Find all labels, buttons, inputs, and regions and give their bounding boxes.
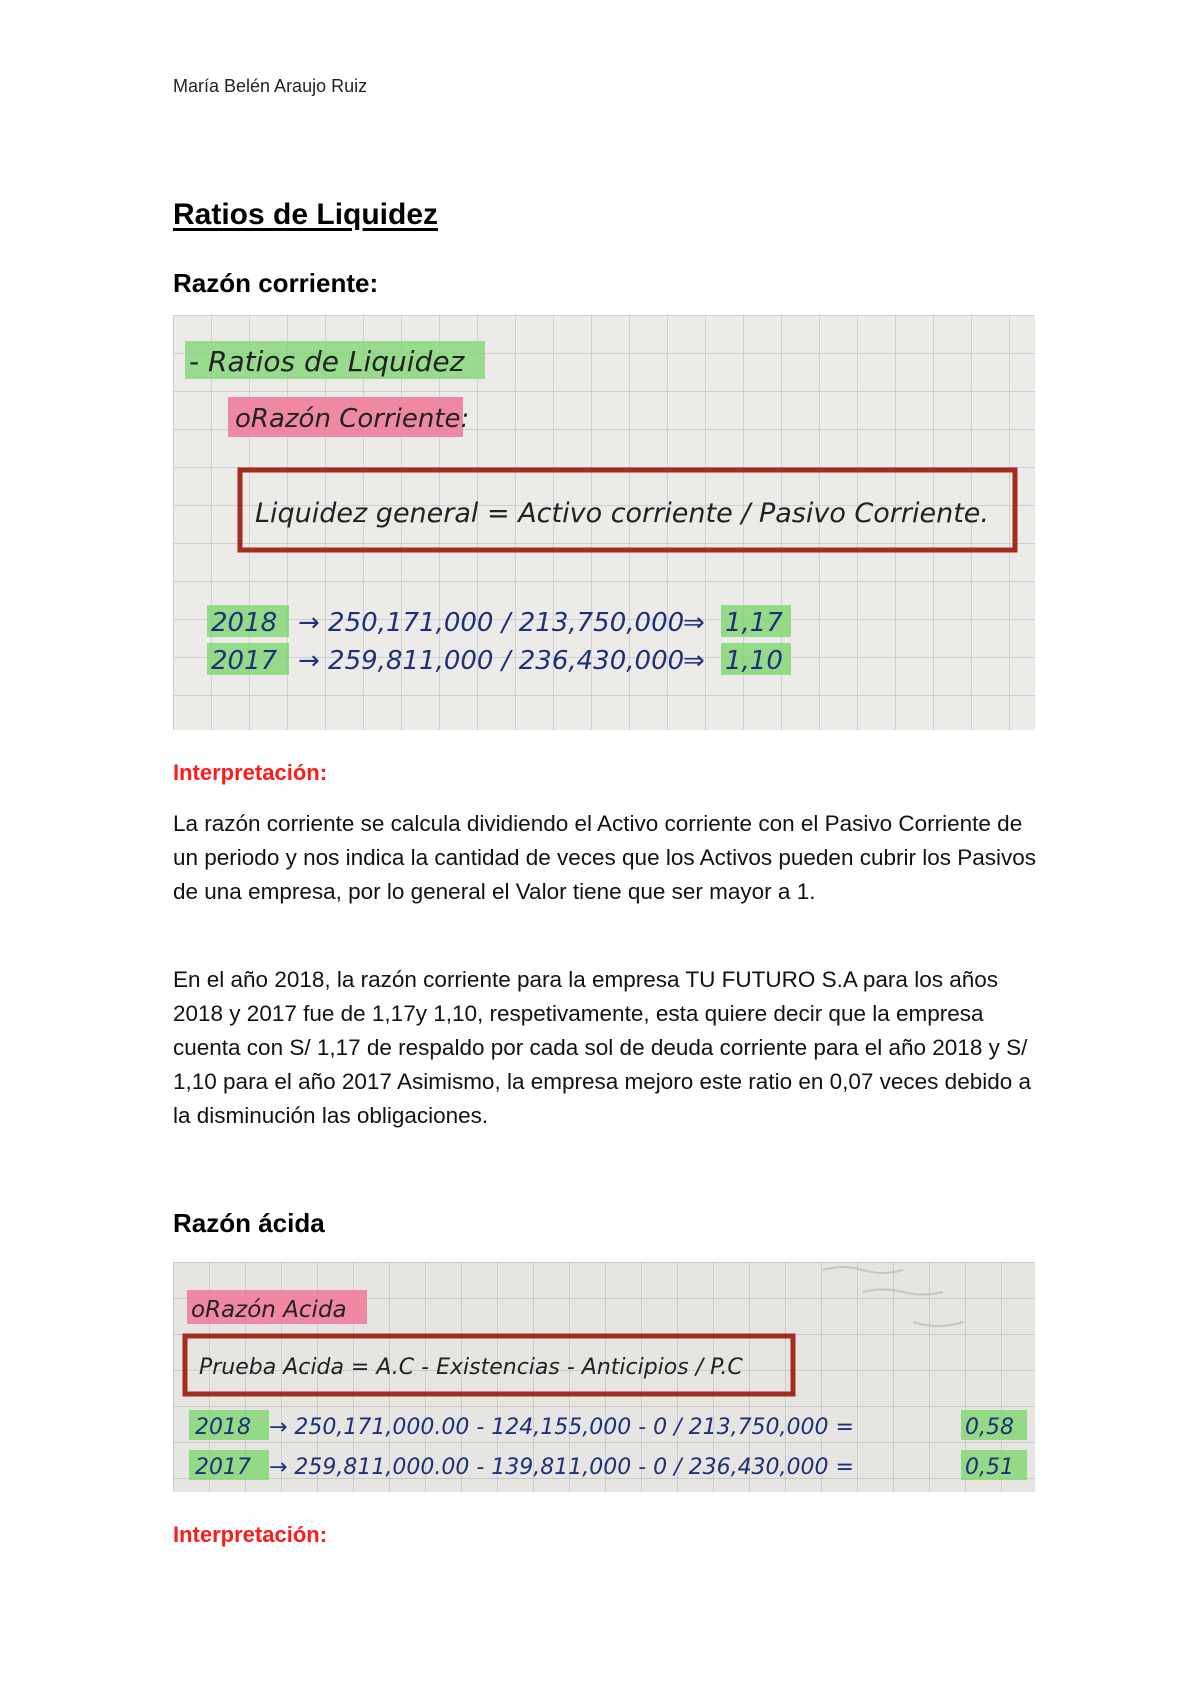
photo-title: - Ratios de Liquidez [189, 345, 465, 378]
paragraph-analysis: En el año 2018, la razón corriente para la empresa TU FUTURO S.A para los años 2018 y 2017 fue de 1,17y 1,10, respetivamente, esta quiere decir que la empresa cuenta con S/ 1,17 de respaldo por cada sol de deuda corriente para el año 2018 y S/ 1,10 para el año 2017 Asimismo, la empresa mejoro este ratio en 0,07 veces debido a la disminución las obligaciones. [173, 967, 1032, 1128]
section-heading-razon-acida: Razón ácida [173, 1208, 325, 1238]
formula-text-2: Prueba Acida = A.C - Existencias - Anticipios / P.C [199, 1355, 743, 1380]
result-2018-b: 0,58 [965, 1415, 1014, 1440]
author-name: María Belén Araujo Ruiz [173, 76, 368, 96]
year-2017-b: 2017 [195, 1455, 251, 1480]
photo-subtitle: oRazón Corriente: [235, 404, 470, 434]
photo2-subtitle: oRazón Acida [191, 1297, 347, 1323]
notebook-photo-razon-corriente [173, 315, 1035, 730]
arrow-2018: ⇒ [683, 608, 705, 638]
result-2018: 1,17 [725, 608, 783, 638]
formula-text: Liquidez general = Activo corriente / Pasivo Corriente. [255, 498, 989, 529]
section-heading-razon-corriente: Razón corriente: [173, 268, 379, 298]
calc-2018-b: → 250,171,000.00 - 124,155,000 - 0 / 213,750,000 = [269, 1415, 854, 1440]
calc-2017-b: → 259,811,000.00 - 139,811,000 - 0 / 236,430,000 = [269, 1455, 854, 1480]
calc-2018: → 250,171,000 / 213,750,000 [298, 608, 685, 638]
year-2018: 2018 [211, 608, 278, 638]
interpretation-label: Interpretación: [173, 760, 328, 785]
notebook-grid-photo-2 [173, 1262, 1035, 1492]
notebook-grid-photo [173, 315, 1035, 730]
result-2017-b: 0,51 [965, 1455, 1014, 1480]
year-2018-b: 2018 [195, 1415, 251, 1440]
calc-2017: → 259,811,000 / 236,430,000 [298, 646, 685, 676]
result-2017: 1,10 [725, 646, 783, 676]
year-2017: 2017 [211, 646, 278, 676]
notebook-photo-razon-acida [173, 1262, 1035, 1492]
page-title: Ratios de Liquidez [173, 198, 439, 231]
arrow-2017: ⇒ [683, 646, 705, 676]
paragraph-definition: La razón corriente se calcula dividiendo el Activo corriente con el Pasivo Corriente de un periodo y nos indica la cantidad de veces que los Activos pueden cubrir los Pasivos de una empresa, por lo general el Valor tiene que ser mayor a 1. [173, 811, 1037, 904]
interpretation-label-2: Interpretación: [173, 1522, 328, 1547]
